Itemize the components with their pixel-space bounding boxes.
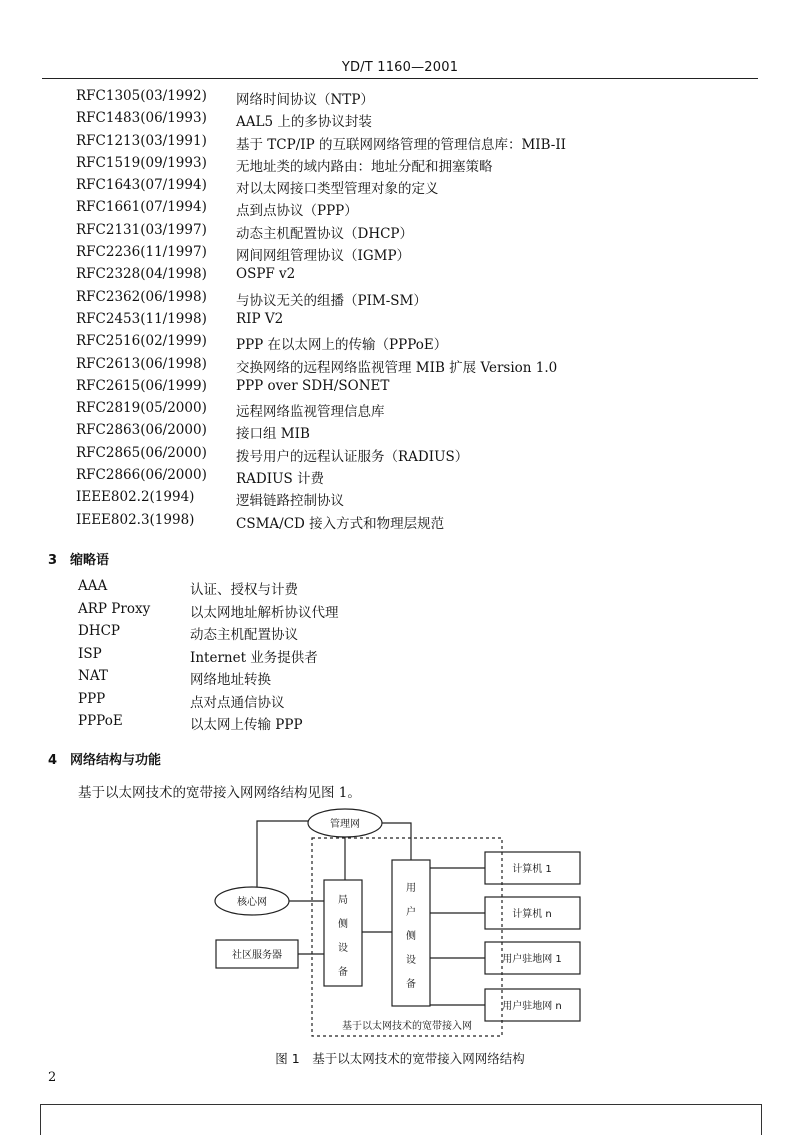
abbreviation-definition: 以太网上传输 PPP: [190, 717, 303, 733]
abbreviation-term: AAA: [78, 578, 108, 594]
office-side-label-char: 侧: [338, 919, 348, 930]
user-side-label-char: 备: [406, 979, 416, 990]
section-number: 4: [48, 753, 58, 768]
abbreviation-definition: 以太网地址解析协议代理: [190, 604, 339, 621]
reference-id: RFC2866(06/2000): [76, 467, 207, 484]
link-mgmt-user: [382, 823, 411, 860]
abbreviation-term: PPP: [78, 690, 106, 707]
reference-id: RFC1643(07/1994): [76, 177, 207, 194]
premises-net-n-label: 用户驻地网 n: [502, 1001, 562, 1012]
reference-title: 拨号用户的远程认证服务（RADIUS）: [236, 448, 469, 465]
figure-title: 基于以太网技术的宽带接入网网络结构: [312, 1051, 525, 1066]
reference-id: RFC2863(06/2000): [76, 422, 207, 439]
reference-id: RFC2865(06/2000): [76, 444, 207, 461]
reference-id: RFC1483(06/1993): [76, 110, 207, 127]
abbreviation-definition: Internet 业务提供者: [190, 649, 318, 666]
abbreviation-term: ISP: [78, 645, 102, 662]
reference-id: RFC2362(06/1998): [76, 288, 207, 305]
reference-title: 点到点协议（PPP）: [236, 203, 358, 220]
reference-id: RFC1661(07/1994): [76, 199, 207, 216]
abbreviation-term: NAT: [78, 668, 108, 684]
abbreviation-definition: 动态主机配置协议: [190, 627, 298, 643]
reference-id: RFC2819(05/2000): [76, 400, 207, 417]
section-title: 缩略语: [70, 553, 110, 568]
user-side-label-char: 户: [406, 907, 416, 918]
figure-label: 图 1: [275, 1051, 300, 1066]
reference-title: 对以太网接口类型管理对象的定义: [236, 181, 439, 198]
computer-1-label: 计算机 1: [512, 864, 552, 875]
reference-title: CSMA/CD 接入方式和物理层规范: [236, 515, 445, 532]
reference-id: RFC2615(06/1999): [76, 377, 207, 394]
reference-title: 与协议无关的组播（PIM-SM）: [236, 292, 427, 309]
page-number: 2: [48, 1070, 57, 1085]
reference-title: 网间网组管理协议（IGMP）: [236, 248, 411, 265]
section-3-heading: [48, 549, 109, 568]
network-structure-diagram: [200, 800, 620, 1040]
user-side-label-char: 设: [406, 955, 416, 966]
reference-id: IEEE802.2(1994): [76, 489, 195, 506]
doc-header: YD/T 1160—2001: [341, 60, 459, 75]
reference-id: RFC2516(02/1999): [76, 333, 207, 350]
intro-paragraph: 基于以太网技术的宽带接入网网络结构见图 1。: [78, 785, 361, 801]
reference-title: 接口组 MIB: [236, 426, 310, 443]
reference-title: RIP V2: [236, 310, 284, 327]
reference-id: IEEE802.3(1998): [76, 511, 195, 528]
abbreviation-definition: 点对点通信协议: [190, 694, 285, 711]
reference-title: PPP over SDH/SONET: [236, 377, 390, 394]
reference-title: PPP 在以太网上的传输（PPPoE）: [236, 337, 448, 354]
reference-title: 无地址类的域内路由：地址分配和拥塞策略: [236, 158, 493, 175]
reference-id: RFC2236(11/1997): [76, 244, 207, 261]
reference-title: AAL5 上的多协议封装: [236, 114, 372, 131]
reference-id: RFC1305(03/1992): [76, 88, 207, 104]
office-side-label-char: 备: [338, 967, 348, 978]
reference-title: OSPF v2: [236, 266, 296, 283]
section-4-heading: [48, 749, 161, 768]
community-server-label: 社区服务器: [232, 950, 282, 961]
access-network-label: 基于以太网技术的宽带接入网: [342, 1021, 472, 1032]
header-rule: [42, 78, 758, 79]
figure-caption: [0, 1049, 800, 1067]
premises-net-1-label: 用户驻地网 1: [502, 954, 562, 965]
link-mgmt-core: [257, 821, 308, 887]
reference-title: 基于 TCP/IP 的互联网网络管理的管理信息库：MIB-II: [236, 136, 567, 153]
user-side-label-char: 用: [406, 883, 416, 894]
reference-title: RADIUS 计费: [236, 471, 324, 488]
abbreviation-definition: 网络地址转换: [190, 672, 271, 688]
reference-title: 动态主机配置协议（DHCP）: [236, 225, 414, 242]
mgmt-net-label: 管理网: [330, 819, 360, 830]
abbreviation-term: PPPoE: [78, 713, 123, 729]
abbreviation-term: DHCP: [78, 623, 121, 639]
office-side-label-char: 设: [338, 943, 348, 954]
section-title: 网络结构与功能: [70, 753, 162, 768]
computer-n-label: 计算机 n: [512, 909, 552, 920]
reference-id: RFC2131(03/1997): [76, 221, 207, 238]
abbreviation-term: ARP Proxy: [78, 600, 151, 617]
user-side-label-char: 侧: [406, 931, 416, 942]
reference-title: 交换网络的远程网络监视管理 MIB 扩展 Version 1.0: [236, 359, 558, 376]
reference-title: 远程网络监视管理信息库: [236, 404, 385, 421]
core-net-label: 核心网: [237, 897, 267, 908]
reference-id: RFC1519(09/1993): [76, 154, 207, 171]
abbreviation-definition: 认证、授权与计费: [190, 582, 298, 598]
reference-id: RFC1213(03/1991): [76, 132, 207, 149]
reference-id: RFC2613(06/1998): [76, 355, 207, 372]
reference-title: 逻辑链路控制协议: [236, 493, 344, 510]
reference-id: RFC2328(04/1998): [76, 266, 207, 283]
section-number: 3: [48, 553, 58, 568]
office-side-label-char: 局: [338, 895, 348, 906]
reference-id: RFC2453(11/1998): [76, 310, 207, 327]
reference-title: 网络时间协议（NTP）: [236, 92, 374, 108]
